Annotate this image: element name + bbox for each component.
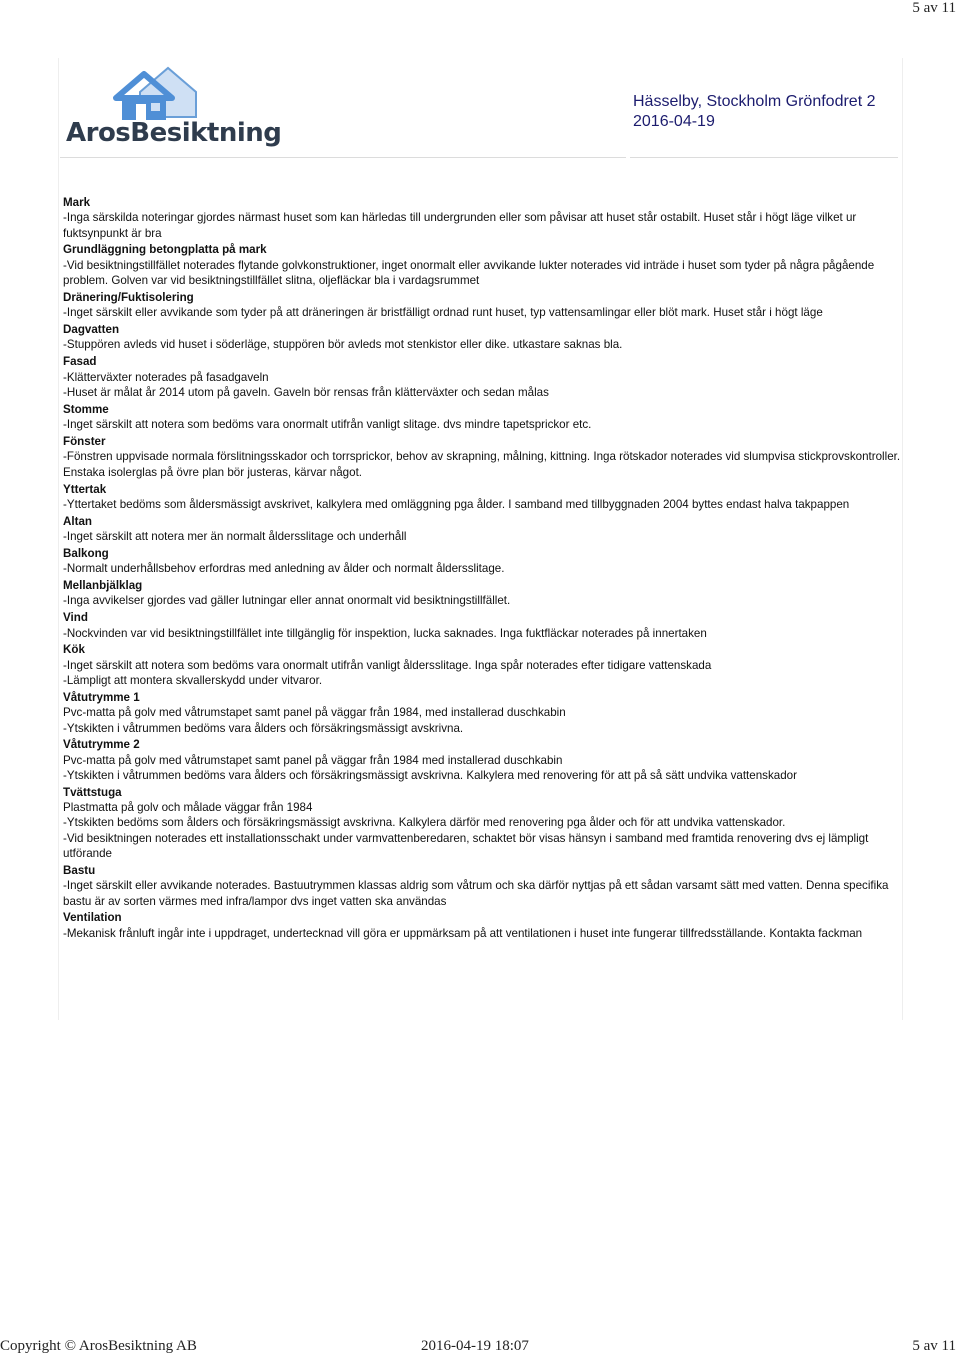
footer-copyright: Copyright © ArosBesiktning AB: [0, 1338, 197, 1354]
inspection-section: [63, 322, 901, 353]
inspection-section: [63, 690, 901, 736]
section-text: -Inga särskilda noteringar gjordes närmast huset som kan härledas till undergrunden eller som påvisar att huset står ostabilt. Huset står i högt läge vilket ur fuktsynpunkt är bra: [63, 211, 857, 240]
inspection-section: [63, 482, 901, 513]
header-divider-right: [630, 157, 898, 158]
section-heading: Ventilation: [63, 911, 122, 925]
inspection-section: [63, 546, 901, 577]
inspection-section: [63, 354, 901, 400]
section-text: Pvc-matta på golv med våtrumstapet samt panel på väggar från 1984, med installerad duschkabin: [63, 706, 566, 720]
inspection-section: [63, 785, 901, 861]
section-text: -Mekanisk frånluft ingår inte i uppdraget, undertecknad vill göra er uppmärksam på att ventilationen i huset inte fungerar tillfredsställande. Kontakta fackman: [63, 926, 863, 940]
report-header: [633, 92, 875, 132]
section-heading: Våtutrymme 1: [63, 690, 140, 704]
company-logo: [60, 62, 282, 157]
inspection-section: [63, 642, 901, 688]
section-text: -Vid besiktningstillfället noterades flytande golvkonstruktioner, inget onormalt eller avvikande lukter noterades vid inträde i huset som tyder på några pågående problem. Golven var vid besiktningstillfället slitna, oljefläckar bla i vardagsrummet: [63, 258, 875, 288]
section-heading: Stomme: [63, 402, 109, 416]
section-heading: Grundläggning betongplatta på mark: [63, 243, 267, 257]
house-logo-icon: [60, 62, 275, 122]
inspection-section: [63, 610, 901, 641]
section-text: -Ytskikten i våtrummen bedöms vara ålders och försäkringsmässigt avskrivna.: [63, 721, 464, 735]
section-text: -Ytskikten bedöms som ålders och försäkringsmässigt avskrivna. Kalkylera därför med renovering pga ålder och för att undvika vattenskador.: [63, 816, 786, 830]
section-text: -Lämpligt att montera skvallerskydd under vitvaror.: [63, 674, 323, 688]
section-heading: Dränering/Fuktisolering: [63, 290, 194, 304]
section-heading: Vind: [63, 611, 88, 625]
page-footer: [0, 1338, 960, 1358]
section-heading: Altan: [63, 514, 92, 528]
inspection-section: [63, 402, 901, 433]
inspection-section: [63, 514, 901, 545]
property-address: Hässelby, Stockholm Grönfodret 2: [633, 93, 876, 110]
section-text: -Inget särskilt eller avvikande noterades. Bastuutrymmen klassas aldrig som våtrum och ska därför nyttjas på ett sådan varsamt sätt med vatten. Denna specifika bastu är av sorten värmes med infra/lampor dvs inget vatten ska användas: [63, 879, 889, 908]
section-text: -Fönstren uppvisade normala förslitningsskador och torrsprickor, behov av skrapning, målning, kittning. Inga rötskador noterades vid slumpvisa stickprovskontroller. Enstaka isolerglas på övre plan bör justeras, kärvar något.: [63, 450, 901, 479]
section-text: -Inga avvikelser gjordes vad gäller lutningar eller annat onormalt vid besiktningstillfället.: [63, 594, 511, 608]
footer-page-number: 5 av 11: [912, 1338, 956, 1354]
section-text: Plastmatta på golv och målade väggar från 1984: [63, 801, 313, 815]
inspection-section: [63, 737, 901, 783]
section-text: -Vid besiktningen noterades ett installationsschakt under varmvattenberedaren, schaktet bör visas hänsyn i samband med framtida renovering dvs ej lämpligt utförande: [63, 831, 869, 861]
section-text: Pvc-matta på golv med våtrumstapet samt panel på väggar från 1984 med installerad duschkabin: [63, 753, 563, 767]
section-heading: Dagvatten: [63, 323, 120, 337]
section-text: -Inget särskilt eller avvikande som tyder på att dräneringen är bristfälligt ordnad runt huset, typ vattensamlingar eller blöt mark. Huset står i högt läge: [63, 306, 823, 320]
header-divider-left: [60, 157, 626, 158]
page-indicator-top: 5 av 11: [912, 0, 956, 16]
section-heading: Mark: [63, 196, 91, 209]
section-text: -Normalt underhållsbehov erfordras med anledning av ålder och normalt åldersslitage.: [63, 562, 505, 576]
section-text: -Stupрören avleds vid huset i söderläge, stupрören bör avleds mot stenkistor eller dike. utkastare saknas bla.: [63, 338, 623, 352]
section-text: -Ytskikten i våtrummen bedöms vara ålders och försäkringsmässigt avskrivna. Kalkylera med renovering för att på så sätt undvika vattenskador: [63, 769, 797, 782]
inspection-section: [63, 290, 901, 321]
inspection-section: [63, 578, 901, 609]
section-text: -Inget särskilt att notera som bedöms vara onormalt utifrån vanligt slitage. dvs mindre tapetsprickor etc.: [63, 418, 592, 432]
section-heading: Våtutrymme 2: [63, 738, 140, 752]
section-text: -Huset är målat år 2014 utom på gaveln. Gaveln bör rensas från klätterväxter och sedan målas: [63, 385, 549, 399]
inspection-section: [63, 195, 901, 241]
section-text: -Inget särskilt att notera som bedöms vara onormalt utifrån vanligt åldersslitage. Inga spår noterades efter tidigare vattenskada: [63, 658, 712, 672]
section-text: -Inget särskilt att notera mer än normalt åldersslitage och underhåll: [63, 529, 407, 543]
inspection-section: [63, 434, 901, 480]
section-text: -Klätterväxter noterades på fasadgaveln: [63, 370, 269, 384]
report-date: 2016-04-19: [633, 113, 715, 130]
inspection-content: [63, 195, 901, 943]
section-heading: Tvättstuga: [63, 785, 122, 799]
section-heading: Fasad: [63, 355, 97, 369]
section-text: -Nockvinden var vid besiktningstillfället inte tillgänglig för inspektion, lucka saknades. Inga fuktfläckar noterades på innertaken: [63, 626, 707, 640]
inspection-section: [63, 910, 901, 941]
section-heading: Yttertak: [63, 482, 107, 496]
inspection-section: [63, 242, 901, 288]
section-text: -Yttertaket bedöms som åldersmässigt avskrivet, kalkylera med omläggning pga ålder. I samband med tillbyggnaden 2004 byttes endast halva takpappen: [63, 497, 850, 511]
section-heading: Balkong: [63, 546, 109, 560]
section-heading: Bastu: [63, 863, 96, 877]
logo-text: ArosBesiktning: [66, 118, 282, 148]
inspection-section: [63, 863, 901, 909]
footer-timestamp: 2016-04-19 18:07: [421, 1338, 529, 1354]
section-heading: Mellanbjälklag: [63, 579, 143, 593]
section-heading: Fönster: [63, 435, 106, 449]
section-heading: Kök: [63, 643, 85, 657]
